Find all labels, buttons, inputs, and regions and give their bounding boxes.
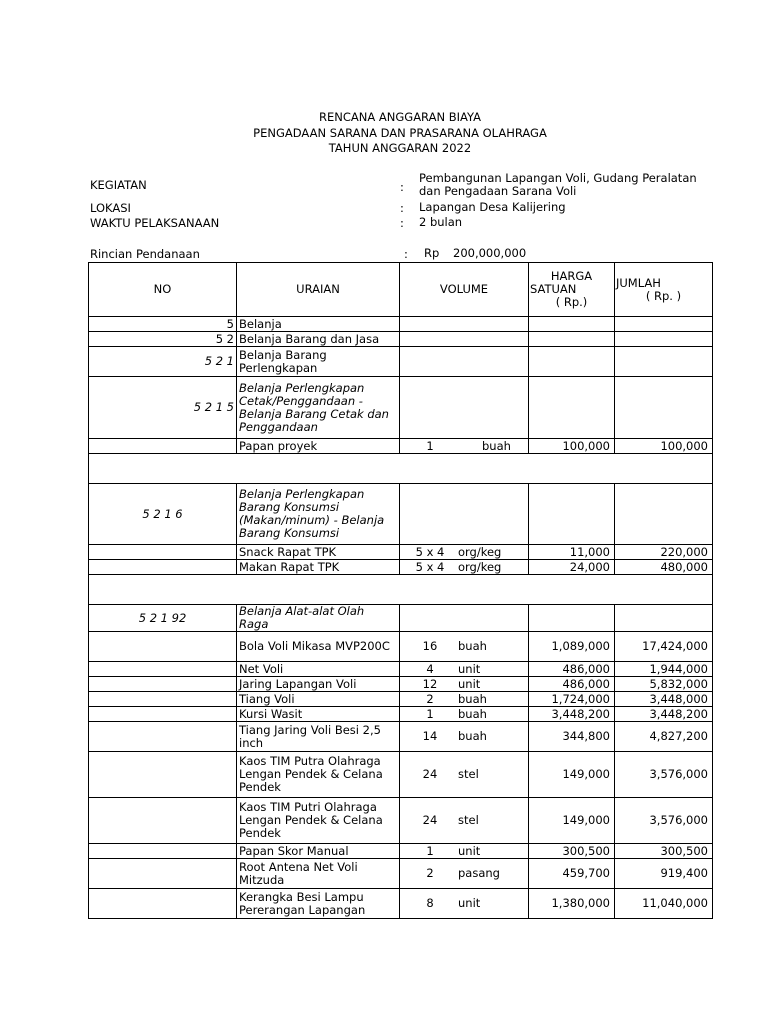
- header-harga-satuan: [529, 263, 615, 317]
- row-uraian-line: inch: [239, 735, 264, 750]
- row-uraian: Net Voli: [237, 662, 400, 677]
- row-uraian: [237, 859, 400, 889]
- row-volume: [400, 545, 529, 560]
- row-unit: unit: [458, 896, 481, 910]
- row-uraian: Belanja Alat-alat Olah Raga: [237, 605, 400, 632]
- table-row: [89, 677, 713, 692]
- table-row: [89, 439, 713, 454]
- row-uraian: Kursi Wasit: [237, 707, 400, 722]
- row-qty: 12: [422, 676, 438, 691]
- row-uraian-line: Pererangan Lapangan: [239, 902, 366, 917]
- row-qty: 5 x 4: [415, 559, 445, 574]
- kegiatan-value: [419, 172, 697, 198]
- row-qty: 24: [422, 813, 438, 827]
- row-uraian-line: (Makan/minum) - Belanja: [239, 513, 385, 527]
- row-qty: 14: [422, 729, 438, 743]
- row-code: 5 2 1 92: [89, 605, 237, 632]
- row-uraian: Snack Rapat TPK: [237, 545, 400, 560]
- header-jumlah: [615, 263, 713, 317]
- doc-title-line-1: RENCANA ANGGARAN BIAYA: [319, 110, 481, 124]
- row-harga: [529, 605, 615, 632]
- row-unit: stel: [458, 767, 479, 781]
- header-jumlah-line-1: JUMLAH: [616, 275, 661, 290]
- row-code: [89, 662, 237, 677]
- row-volume: [400, 560, 529, 575]
- row-uraian: Makan Rapat TPK: [237, 560, 400, 575]
- rincian-colon: :: [404, 247, 408, 261]
- row-uraian-line: Barang Konsumsi: [239, 526, 340, 540]
- row-unit: stel: [458, 813, 479, 827]
- row-jumlah: 3,448,000: [615, 692, 713, 707]
- table-row: [89, 722, 713, 752]
- row-code: [89, 889, 237, 919]
- row-jumlah: 300,500: [615, 844, 713, 859]
- table-header-row: [89, 263, 713, 317]
- table-row: [89, 889, 713, 919]
- row-unit: unit: [458, 661, 481, 676]
- row-harga: [529, 347, 615, 377]
- row-harga: [529, 377, 615, 439]
- budget-table: [88, 262, 713, 919]
- row-qty: 24: [422, 767, 438, 781]
- row-code: 5 2: [89, 332, 237, 347]
- row-volume: [400, 632, 529, 662]
- row-uraian-line: Kerangka Besi Lampu: [239, 889, 364, 904]
- table-row: [89, 332, 713, 347]
- row-code: [89, 439, 237, 454]
- row-harga: 149,000: [529, 798, 615, 844]
- row-harga: 3,448,200: [529, 707, 615, 722]
- row-uraian-line: Perlengkapan: [239, 360, 318, 375]
- row-jumlah: 220,000: [615, 545, 713, 560]
- table-row: [89, 484, 713, 545]
- row-code: 5 2 1: [89, 347, 237, 377]
- table-row: [89, 707, 713, 722]
- row-jumlah: 3,448,200: [615, 707, 713, 722]
- row-unit: buah: [458, 706, 487, 721]
- row-qty: 5 x 4: [415, 544, 445, 559]
- table-row: [89, 798, 713, 844]
- row-volume: [400, 677, 529, 692]
- table-row: [89, 560, 713, 575]
- row-unit: buah: [482, 438, 511, 453]
- row-jumlah: 1,944,000: [615, 662, 713, 677]
- row-uraian: [237, 798, 400, 844]
- row-volume: [400, 332, 529, 347]
- row-qty: 4: [426, 661, 434, 676]
- doc-title-line-3: TAHUN ANGGARAN 2022: [328, 141, 472, 155]
- waktu-value: 2 bulan: [419, 215, 463, 229]
- row-harga: 344,800: [529, 722, 615, 752]
- row-uraian: Papan Skor Manual: [237, 844, 400, 859]
- row-harga: 1,724,000: [529, 692, 615, 707]
- row-qty: 8: [426, 896, 434, 910]
- row-jumlah: 3,576,000: [615, 752, 713, 798]
- header-uraian: URAIAN: [237, 263, 400, 317]
- row-uraian: Papan proyek: [237, 439, 400, 454]
- row-volume: [400, 844, 529, 859]
- header-harga-line-1: HARGA: [550, 269, 593, 283]
- row-volume: [400, 662, 529, 677]
- row-volume: [400, 798, 529, 844]
- table-row: [89, 662, 713, 677]
- row-volume: [400, 347, 529, 377]
- row-volume: [400, 377, 529, 439]
- header-jumlah-line-2: ( Rp. ): [645, 288, 682, 303]
- doc-title-line-2: PENGADAAN SARANA DAN PRASARANA OLAHRAGA: [253, 126, 547, 140]
- row-qty: 1: [426, 706, 434, 721]
- row-volume: [400, 439, 529, 454]
- row-code: [89, 560, 237, 575]
- row-unit: org/keg: [458, 559, 502, 574]
- row-uraian: Bola Voli Mikasa MVP200C: [237, 632, 400, 662]
- row-qty: 16: [422, 639, 438, 653]
- row-jumlah: 4,827,200: [615, 722, 713, 752]
- header-harga-line-3: ( Rp.): [555, 295, 588, 309]
- header-harga-line-2: SATUAN: [530, 282, 577, 296]
- row-jumlah: 919,400: [615, 859, 713, 889]
- row-uraian: Tiang Voli: [237, 692, 400, 707]
- row-volume: [400, 317, 529, 332]
- row-harga: 1,089,000: [529, 632, 615, 662]
- row-jumlah: 11,040,000: [615, 889, 713, 919]
- row-code: [89, 844, 237, 859]
- row-code: [89, 632, 237, 662]
- row-jumlah: [615, 317, 713, 332]
- row-harga: 300,500: [529, 844, 615, 859]
- row-jumlah: 100,000: [615, 439, 713, 454]
- lokasi-value: Lapangan Desa Kalijering: [419, 200, 566, 214]
- row-harga: 486,000: [529, 662, 615, 677]
- row-jumlah: [615, 332, 713, 347]
- row-jumlah: 17,424,000: [615, 632, 713, 662]
- rincian-label: Rincian Pendanaan: [90, 247, 200, 261]
- row-uraian-line: Pendek: [239, 780, 281, 794]
- waktu-colon: :: [400, 216, 404, 230]
- row-code: [89, 798, 237, 844]
- lokasi-colon: :: [400, 201, 404, 215]
- header-volume: VOLUME: [400, 263, 529, 317]
- row-volume: [400, 707, 529, 722]
- row-qty: 2: [426, 866, 434, 880]
- row-code: [89, 692, 237, 707]
- row-code: [89, 859, 237, 889]
- row-harga: 486,000: [529, 677, 615, 692]
- row-qty: 1: [426, 843, 434, 858]
- row-uraian-line: Kaos TIM Putra Olahraga: [239, 754, 381, 768]
- row-uraian: [237, 347, 400, 377]
- row-unit: buah: [458, 729, 487, 743]
- row-uraian: Jaring Lapangan Voli: [237, 677, 400, 692]
- row-uraian-line: Lengan Pendek & Celana: [239, 813, 383, 827]
- row-jumlah: [615, 484, 713, 545]
- row-code: [89, 707, 237, 722]
- row-uraian-line: Kaos TIM Putri Olahraga: [239, 800, 377, 814]
- row-volume: [400, 889, 529, 919]
- row-jumlah: 480,000: [615, 560, 713, 575]
- row-qty: 1: [426, 438, 434, 453]
- header-no: NO: [89, 263, 237, 317]
- spacer-cell: [89, 454, 713, 484]
- row-harga: 149,000: [529, 752, 615, 798]
- row-jumlah: [615, 347, 713, 377]
- row-uraian-line: Mitzuda: [239, 872, 285, 887]
- table-row: [89, 605, 713, 632]
- row-uraian: [237, 752, 400, 798]
- row-uraian-line: Penggandaan: [239, 419, 318, 434]
- row-unit: org/keg: [458, 544, 502, 559]
- row-volume: [400, 484, 529, 545]
- table-row: [89, 545, 713, 560]
- row-harga: 11,000: [529, 545, 615, 560]
- kegiatan-value-line-1: Pembangunan Lapangan Voli, Gudang Peralatan: [419, 171, 697, 185]
- table-row: [89, 844, 713, 859]
- spacer-row: [89, 575, 713, 605]
- row-uraian: Belanja: [237, 317, 400, 332]
- rincian-currency: Rp: [424, 246, 440, 260]
- row-uraian-line: Barang Konsumsi: [239, 500, 340, 514]
- row-harga: 459,700: [529, 859, 615, 889]
- row-unit: buah: [458, 639, 487, 653]
- row-uraian-line: Tiang Jaring Voli Besi 2,5: [239, 722, 381, 737]
- row-qty: 2: [426, 691, 434, 706]
- row-volume: [400, 692, 529, 707]
- row-code: [89, 545, 237, 560]
- table-row: [89, 859, 713, 889]
- row-harga: [529, 317, 615, 332]
- kegiatan-colon: :: [400, 180, 404, 194]
- row-code: [89, 752, 237, 798]
- lokasi-label: LOKASI: [90, 201, 131, 215]
- row-uraian-line: Belanja Barang Cetak dan: [239, 406, 389, 421]
- kegiatan-label: KEGIATAN: [90, 178, 147, 192]
- table-row: [89, 692, 713, 707]
- table-row: [89, 347, 713, 377]
- row-harga: 24,000: [529, 560, 615, 575]
- row-volume: [400, 722, 529, 752]
- row-volume: [400, 752, 529, 798]
- row-code: 5 2 1 6: [89, 484, 237, 545]
- row-volume: [400, 605, 529, 632]
- waktu-label: WAKTU PELAKSANAAN: [90, 216, 220, 230]
- table-row: [89, 632, 713, 662]
- row-unit: unit: [458, 676, 481, 691]
- row-harga: [529, 332, 615, 347]
- row-code: [89, 722, 237, 752]
- row-harga: 1,380,000: [529, 889, 615, 919]
- table-row: [89, 752, 713, 798]
- row-uraian-line: Cetak/Penggandaan -: [239, 393, 363, 408]
- row-uraian: [237, 484, 400, 545]
- spacer-row: [89, 454, 713, 484]
- table-row: [89, 317, 713, 332]
- row-code: [89, 677, 237, 692]
- row-harga: 100,000: [529, 439, 615, 454]
- row-code: 5: [89, 317, 237, 332]
- row-uraian-line: Pendek: [239, 826, 281, 840]
- row-jumlah: [615, 377, 713, 439]
- rincian-value: 200,000,000: [453, 246, 527, 260]
- row-uraian-line: Root Antena Net Voli: [239, 859, 358, 874]
- row-volume: [400, 859, 529, 889]
- row-uraian-line: Lengan Pendek & Celana: [239, 767, 383, 781]
- row-code: 5 2 1 5: [89, 377, 237, 439]
- row-unit: buah: [458, 691, 487, 706]
- row-uraian-line: Belanja Barang: [239, 347, 327, 362]
- row-uraian: Belanja Barang dan Jasa: [237, 332, 400, 347]
- row-unit: pasang: [458, 866, 500, 880]
- row-uraian: [237, 722, 400, 752]
- row-unit: unit: [458, 843, 481, 858]
- row-jumlah: 5,832,000: [615, 677, 713, 692]
- row-uraian-line: Belanja Perlengkapan: [239, 380, 365, 395]
- row-uraian-line: Belanja Perlengkapan: [239, 487, 365, 501]
- row-uraian: [237, 377, 400, 439]
- row-jumlah: 3,576,000: [615, 798, 713, 844]
- spacer-cell: [89, 575, 713, 605]
- table-row: [89, 377, 713, 439]
- row-harga: [529, 484, 615, 545]
- kegiatan-value-line-2: dan Pengadaan Sarana Voli: [419, 184, 577, 198]
- row-uraian: [237, 889, 400, 919]
- row-jumlah: [615, 605, 713, 632]
